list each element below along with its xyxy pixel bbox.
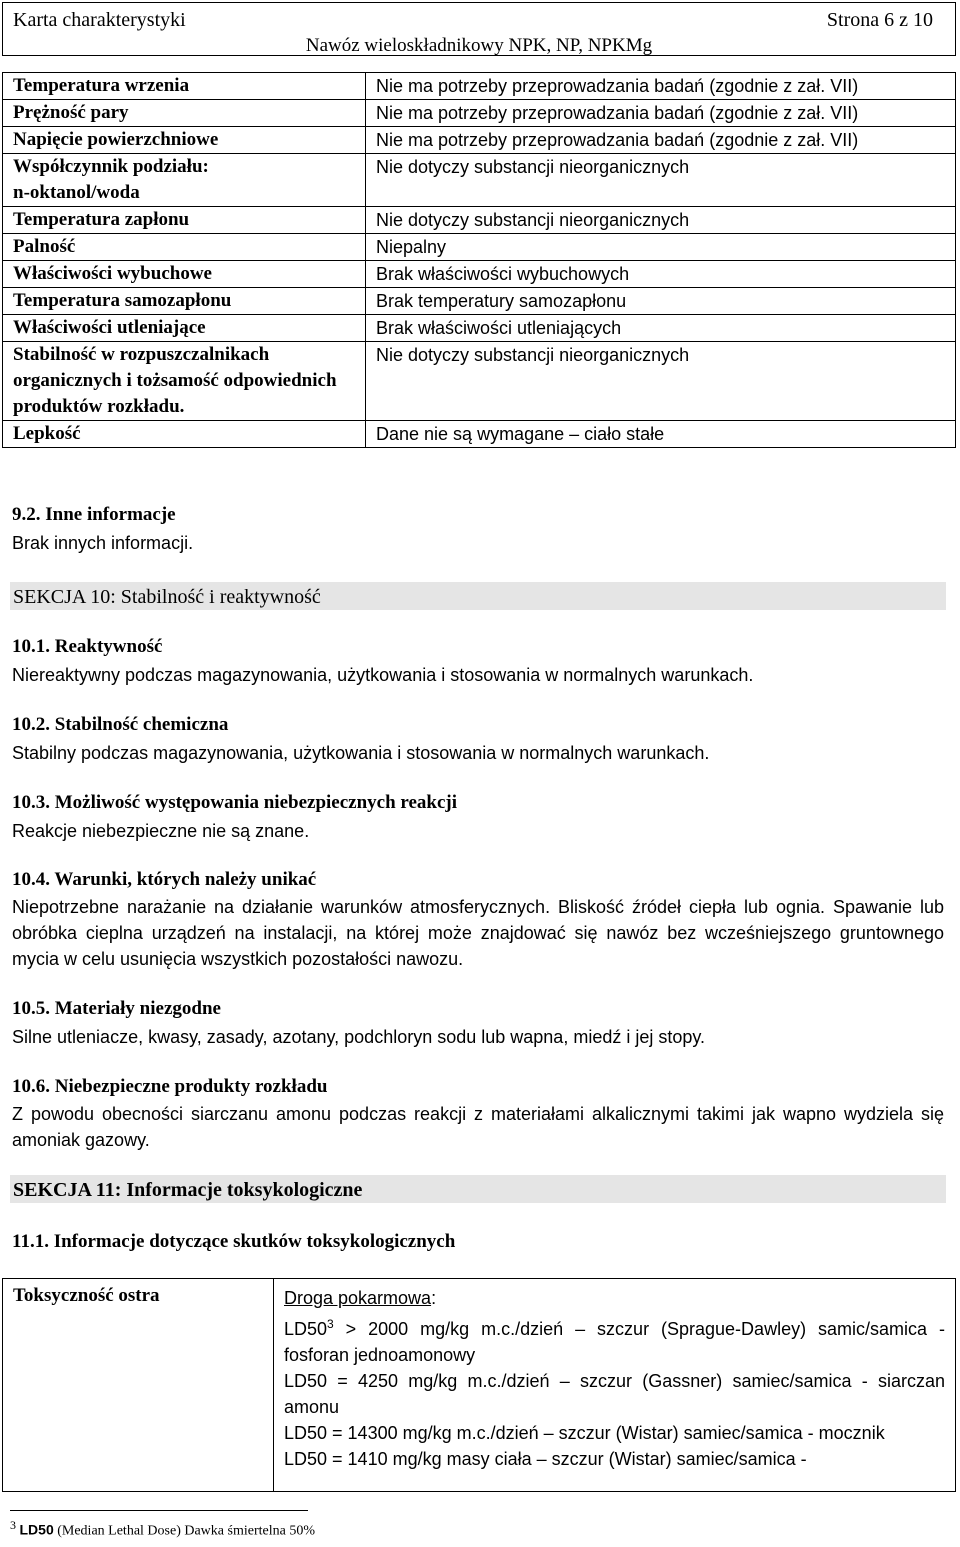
section-10-4-heading: 10.4. Warunki, których należy unikać: [12, 869, 317, 890]
section-10-title: SEKCJA 10: Stabilność i reaktywność: [10, 582, 946, 610]
property-name: Właściwości wybuchowe: [3, 261, 366, 288]
section-10-3-heading: 10.3. Możliwość występowania niebezpiecznych reakcji: [12, 792, 458, 813]
property-name: Prężność pary: [3, 100, 366, 127]
page-header: [2, 2, 956, 56]
property-row: [3, 207, 956, 234]
property-name: Palność: [3, 234, 366, 261]
property-row: [3, 315, 956, 342]
toxicity-values: [274, 1279, 956, 1492]
properties-table: [2, 72, 956, 448]
footnote-ref: 3: [327, 1317, 334, 1331]
property-name: Właściwości utleniające: [3, 315, 366, 342]
section-9-2-heading: 9.2. Inne informacje: [12, 504, 176, 525]
section-10-2-heading: 10.2. Stabilność chemiczna: [12, 714, 229, 735]
ld50-entry: LD50 = 4250 mg/kg m.c./dzień – szczur (Gassner) samiec/samica - siarczan amonu: [284, 1371, 945, 1417]
document-type: Karta charakterystyki: [13, 9, 186, 31]
property-row: [3, 342, 956, 421]
footnote-separator: [10, 1510, 308, 1511]
product-name: Nawóz wieloskładnikowy NPK, NP, NPKMg: [305, 35, 653, 56]
property-row: [3, 100, 956, 127]
property-value: Nie dotyczy substancji nieorganicznych: [366, 207, 956, 234]
toxicity-table: [2, 1278, 956, 1492]
section-10-6-heading: 10.6. Niebezpieczne produkty rozkładu: [12, 1076, 328, 1097]
property-value: Nie dotyczy substancji nieorganicznych: [366, 342, 956, 421]
page-number: Strona 6 z 10: [826, 9, 933, 31]
property-value: Nie dotyczy substancji nieorganicznych: [366, 154, 956, 207]
section-10-5-text: Silne utleniacze, kwasy, zasady, azotany, podchloryn sodu lub wapna, miedź i jej stopy.: [12, 1027, 706, 1047]
section-10-5-heading: 10.5. Materiały niezgodne: [12, 998, 221, 1019]
section-10-2-text: Stabilny podczas magazynowania, użytkowania i stosowania w normalnych warunkach.: [12, 743, 710, 763]
route-line: Droga pokarmowa:: [284, 1288, 437, 1308]
property-name: Współczynnik podziału: n-oktanol/woda: [3, 154, 366, 207]
property-name: Stabilność w rozpuszczalnikach organicznych i tożsamość odpowiednich produktów rozkładu.: [3, 342, 366, 421]
ld50-entry: LD50 = 14300 mg/kg m.c./dzień – szczur (Wistar) samiec/samica - mocznik: [284, 1423, 885, 1443]
section-10-4-text: Niepotrzebne narażanie na działanie warunków atmosferycznych. Bliskość źródeł ciepła lub ognia. Spawanie lub obróbka cieplna urządzeń na instalacji, na której może znajdować się nawóz bez wcześniejszego gruntownego mycia w celu usunięcia wszystkich pozostałości nawozu.: [12, 897, 944, 969]
property-row: [3, 127, 956, 154]
property-value: Niepalny: [366, 234, 956, 261]
property-value: Nie ma potrzeby przeprowadzania badań (zgodnie z zał. VII): [366, 127, 956, 154]
property-value: Nie ma potrzeby przeprowadzania badań (zgodnie z zał. VII): [366, 100, 956, 127]
property-row: [3, 154, 956, 207]
route-label: Droga pokarmowa: [284, 1288, 432, 1308]
property-name: Temperatura wrzenia: [3, 73, 366, 100]
property-row: [3, 73, 956, 100]
property-name: Temperatura samozapłonu: [3, 288, 366, 315]
section-9-2-text: Brak innych informacji.: [12, 533, 194, 553]
property-name: Temperatura zapłonu: [3, 207, 366, 234]
property-row: [3, 421, 956, 448]
property-name: Napięcie powierzchniowe: [3, 127, 366, 154]
footnote: $^3$ LD50 (Median Lethal Dose) Dawka śmiertelna 50%: [10, 1518, 315, 1539]
ld50-entry: LD50 = 1410 mg/kg masy ciała – szczur (Wistar) samiec/samica -: [284, 1449, 807, 1469]
property-value: Brak właściwości wybuchowych: [366, 261, 956, 288]
property-value: Brak temperatury samozapłonu: [366, 288, 956, 315]
toxicity-label: Toksyczność ostra: [3, 1279, 274, 1492]
property-row: [3, 288, 956, 315]
section-10-6-text: Z powodu obecności siarczanu amonu podczas reakcji z materiałami alkalicznymi takimi jak wapno wydziela się amoniak gazowy.: [12, 1104, 944, 1150]
section-11-title: SEKCJA 11: Informacje toksykologiczne: [10, 1175, 946, 1203]
property-value: Nie ma potrzeby przeprowadzania badań (zgodnie z zał. VII): [366, 73, 956, 100]
property-name: Lepkość: [3, 421, 366, 448]
property-row: [3, 261, 956, 288]
property-value: Dane nie są wymagane – ciało stałe: [366, 421, 956, 448]
section-10-1-text: Niereaktywny podczas magazynowania, użytkowania i stosowania w normalnych warunkach.: [12, 665, 754, 685]
ld50-entry: $LD50^3 > 2000$ mg/kg m.c./dzień – szczur (Sprague-Dawley) samic/samica - fosforan jednoamonowy: [284, 1317, 945, 1365]
property-value: Brak właściwości utleniających: [366, 315, 956, 342]
section-10-1-heading: 10.1. Reaktywność: [12, 636, 163, 657]
section-10-3-text: Reakcje niebezpieczne nie są znane.: [12, 821, 310, 841]
property-row: [3, 234, 956, 261]
section-11-1-heading: 11.1. Informacje dotyczące skutków toksykologicznych: [12, 1231, 456, 1252]
